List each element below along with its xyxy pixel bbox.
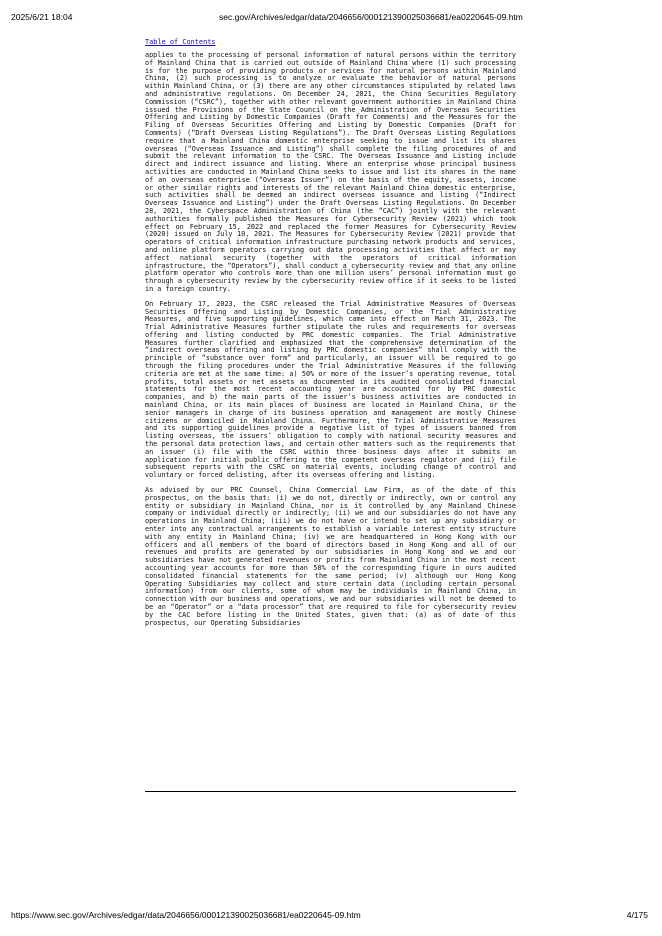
paragraph-prc-counsel: As advised by our PRC Counsel, China Commercial Law Firm, as of the date of this prospectus, on the basis that: (i) we do not, directly or indirectly, own or control any entity or subsidiary in Mainland China, nor is it controlled by any Mainland Chinese company or individual directly or indirectly; (ii) we and our subsidiaries do not have any operations in Mainland China; (iii) we do not have or intend to set up any subsidiary or enter into any contractual arrangements to establish a variable interest entity structure with any entity in Mainland China; (iv) we are headquartered in Hong Kong with our officers and all members of the board of directors based in Hong Kong and all of our revenues and profits are generated by our subsidiaries in Hong Kong and we and our subsidiaries have not generated revenues or profits from Mainland China in the most recent accounting year accounts for more than 50% of the corresponding figure in ours audited consolidated financial statements for the same period; (v) although our Hong Kong Operating Subsidiaries may collect and store certain data (including certain personal information) from our clients, some of whom may be individuals in Mainland China, in connection with our business and operations, we and our subsidiaries will not be deemed to be an “Operator” or a “data processor” that are required to file for cybersecurity review by the CAC before listing in the United States, given that: (a) as of date of this prospectus, our Operating Subsidiaries (145, 486, 516, 627)
table-of-contents-link[interactable]: Table of Contents (145, 38, 216, 46)
print-datetime: 2025/6/21 18:04 (11, 12, 73, 22)
document-body (145, 52, 516, 634)
print-footer-url: https://www.sec.gov/Archives/edgar/data/2046656/000121390025036681/ea0220645-09.htm (11, 910, 361, 920)
print-header-url: sec.gov/Archives/edgar/data/2046656/000121390025036681/ea0220645-09.htm (219, 12, 523, 22)
paragraph-regulations: applies to the processing of personal information of natural persons within the territory of Mainland China that is carried out outside of Mainland China where (1) such processing is for the purpose of providing products or services for natural persons within Mainland China, (2) such processing is to analyze or evaluate the behavior of natural persons within Mainland China, or (3) there are any other circumstances stipulated by related laws and administrative regulations. On December 24, 2021, the China Securities Regulatory Commission (“CSRC”), together with other relevant government authorities in Mainland China issued the Provisions of the State Council on the Administration of Overseas Securities Offering and Listing by Domestic Companies (Draft for Comments) and the Measures for the Filing of Overseas Securities Offering and Listing by Domestic Companies (Draft for Comments) (“Draft Overseas Listing Regulations”). The Draft Overseas Listing Regulations require that a Mainland China domestic enterprise seeking to issue and list its shares overseas (“Overseas Issuance and Listing”) shall complete the filing procedures of and submit the relevant information to the CSRC. The Overseas Issuance and Listing include direct and indirect issuance and listing. Where an enterprise whose principal business activities are conducted in Mainland China seeks to issue and list its shares in the name of an overseas enterprise (“Overseas Issuer”) on the basis of the equity, assets, income or other similar rights and interests of the relevant Mainland China domestic enterprise, such activities shall be deemed an indirect overseas issuance and listing (“Indirect Overseas Issuance and Listing”) under the Draft Overseas Listing Regulations. On December 28, 2021, the Cyberspace Administration of China (the “CAC”) jointly with the relevant authorities formally published the Measures for Cybersecurity Review (2021) which took effect on February 15, 2022 and replaced the former Measures for Cybersecurity Review (2020) issued on July 10, 2021. The Measures for Cybersecurity Review (2021) provide that operators of critical information infrastructure purchasing network products and services, and online platform operators carrying out data processing activities that affect or may affect national security (together with the operators of critical information infrastructure, the “Operators”), shall conduct a cybersecurity review and that any online platform operator who controls more than one million users’ personal information must go through a cybersecurity review by the cybersecurity review office if it seeks to be listed in a foreign country. (145, 51, 516, 293)
footer-divider (145, 791, 516, 792)
page-number: 4/175 (626, 910, 648, 920)
paragraph-trial-measures: On February 17, 2023, the CSRC released the Trial Administrative Measures of Overseas Securities Offering and Listing by Domestic Companies, or the Trial Administrative Measures, and five supporting guidelines, which came into effect on March 31, 2023. The Trial Administrative Measures further stipulate the rules and requirements for overseas offering and listing conducted by PRC domestic companies. The Trial Administrative Measures further clarified and emphasized that the comprehensive determination of the “indirect overseas offering and listing by PRC domestic companies” shall comply with the principle of “substance over form” and particularly, an issuer will be required to go through the filing procedures under the Trial Administrative Measures if the following criteria are met at the same time: a) 50% or more of the issuer’s operating revenue, total profits, total assets or net assets as documented in its audited consolidated financial statements for the most recent accounting year are accounted for by PRC domestic companies, and b) the main parts of the issuer’s business activities are conducted in mainland China, or its main places of business are located in Mainland China, or the senior managers in charge of its business operation and management are mostly Chinese citizens or domiciled in Mainland China. Furthermore, the Trial Administrative Measures and its supporting guidelines provide a negative list of types of issuers banned from listing overseas, the issuers’ obligation to comply with national security measures and the personal data protection laws, and certain other matters such as the requirements that an issuer (i) file with the CSRC within three business days after it submits an application for initial public offering to the competent overseas regulator and (ii) file subsequent reports with the CSRC on material events, including change of control and voluntary or forced delisting, after its overseas offering and listing. (145, 299, 516, 480)
